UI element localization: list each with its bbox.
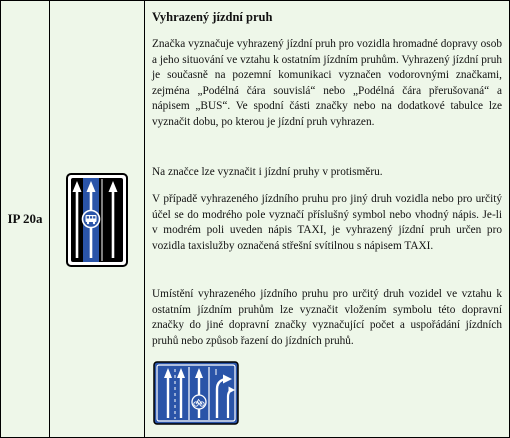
description-paragraph: Na značce lze vyznačit i jízdní pruhy v protisměru. — [152, 166, 383, 178]
sign-code: IP 20a — [7, 211, 43, 226]
sign-code-cell — [1, 1, 50, 437]
lane-arrangement-bicycle-sign-icon — [153, 361, 239, 425]
description-paragraph: Značka vyznačuje vyhrazený jízdní pruh pro vozidla hromadné dopravy osob a jeho situování ve vztahu k ostatním jízdním pruhům. Vyhrazený jízdní pruh je současně na pozemní komunikaci vyznačen vodorovnými značkami, zejména „Podélná čára souvislá“ nebo „Podélná čára přerušovaná“ a nápisem „BUS“. Ve spodní části značky nebo na dodatkové tabulce lze vyznačit dobu, po kterou je jízdní pruh vyhrazen. — [152, 38, 502, 128]
sign-description-cell — [145, 1, 509, 437]
sign-title: Vyhrazený jízdní pruh — [152, 10, 273, 24]
description-paragraph: V případě vyhrazeného jízdního pruhu pro jiný druh vozidla nebo pro určitý účel se do modrého pole vyznačí příslušný symbol nebo vhodný nápis. Je-li v modrém poli uveden nápis TAXI, je vyhrazený jízdní pruh určen pro vozidla taxislužby označená střešní svítilnou s nápisem TAXI. — [152, 193, 502, 252]
description-paragraph: Umístění vyhrazeného jízdního pruhu pro určitý druh vozidel ve vztahu k ostatním jízdním pruhům lze vyznačit vložením symbolu této dopravní značky do jiné dopravní značky vyznačující počet a uspořádání jízdních pruhů nebo způsob řazení do jízdních pruhů. — [152, 288, 502, 347]
bus-lane-sign-icon — [66, 173, 128, 267]
sign-image-cell — [50, 1, 145, 437]
